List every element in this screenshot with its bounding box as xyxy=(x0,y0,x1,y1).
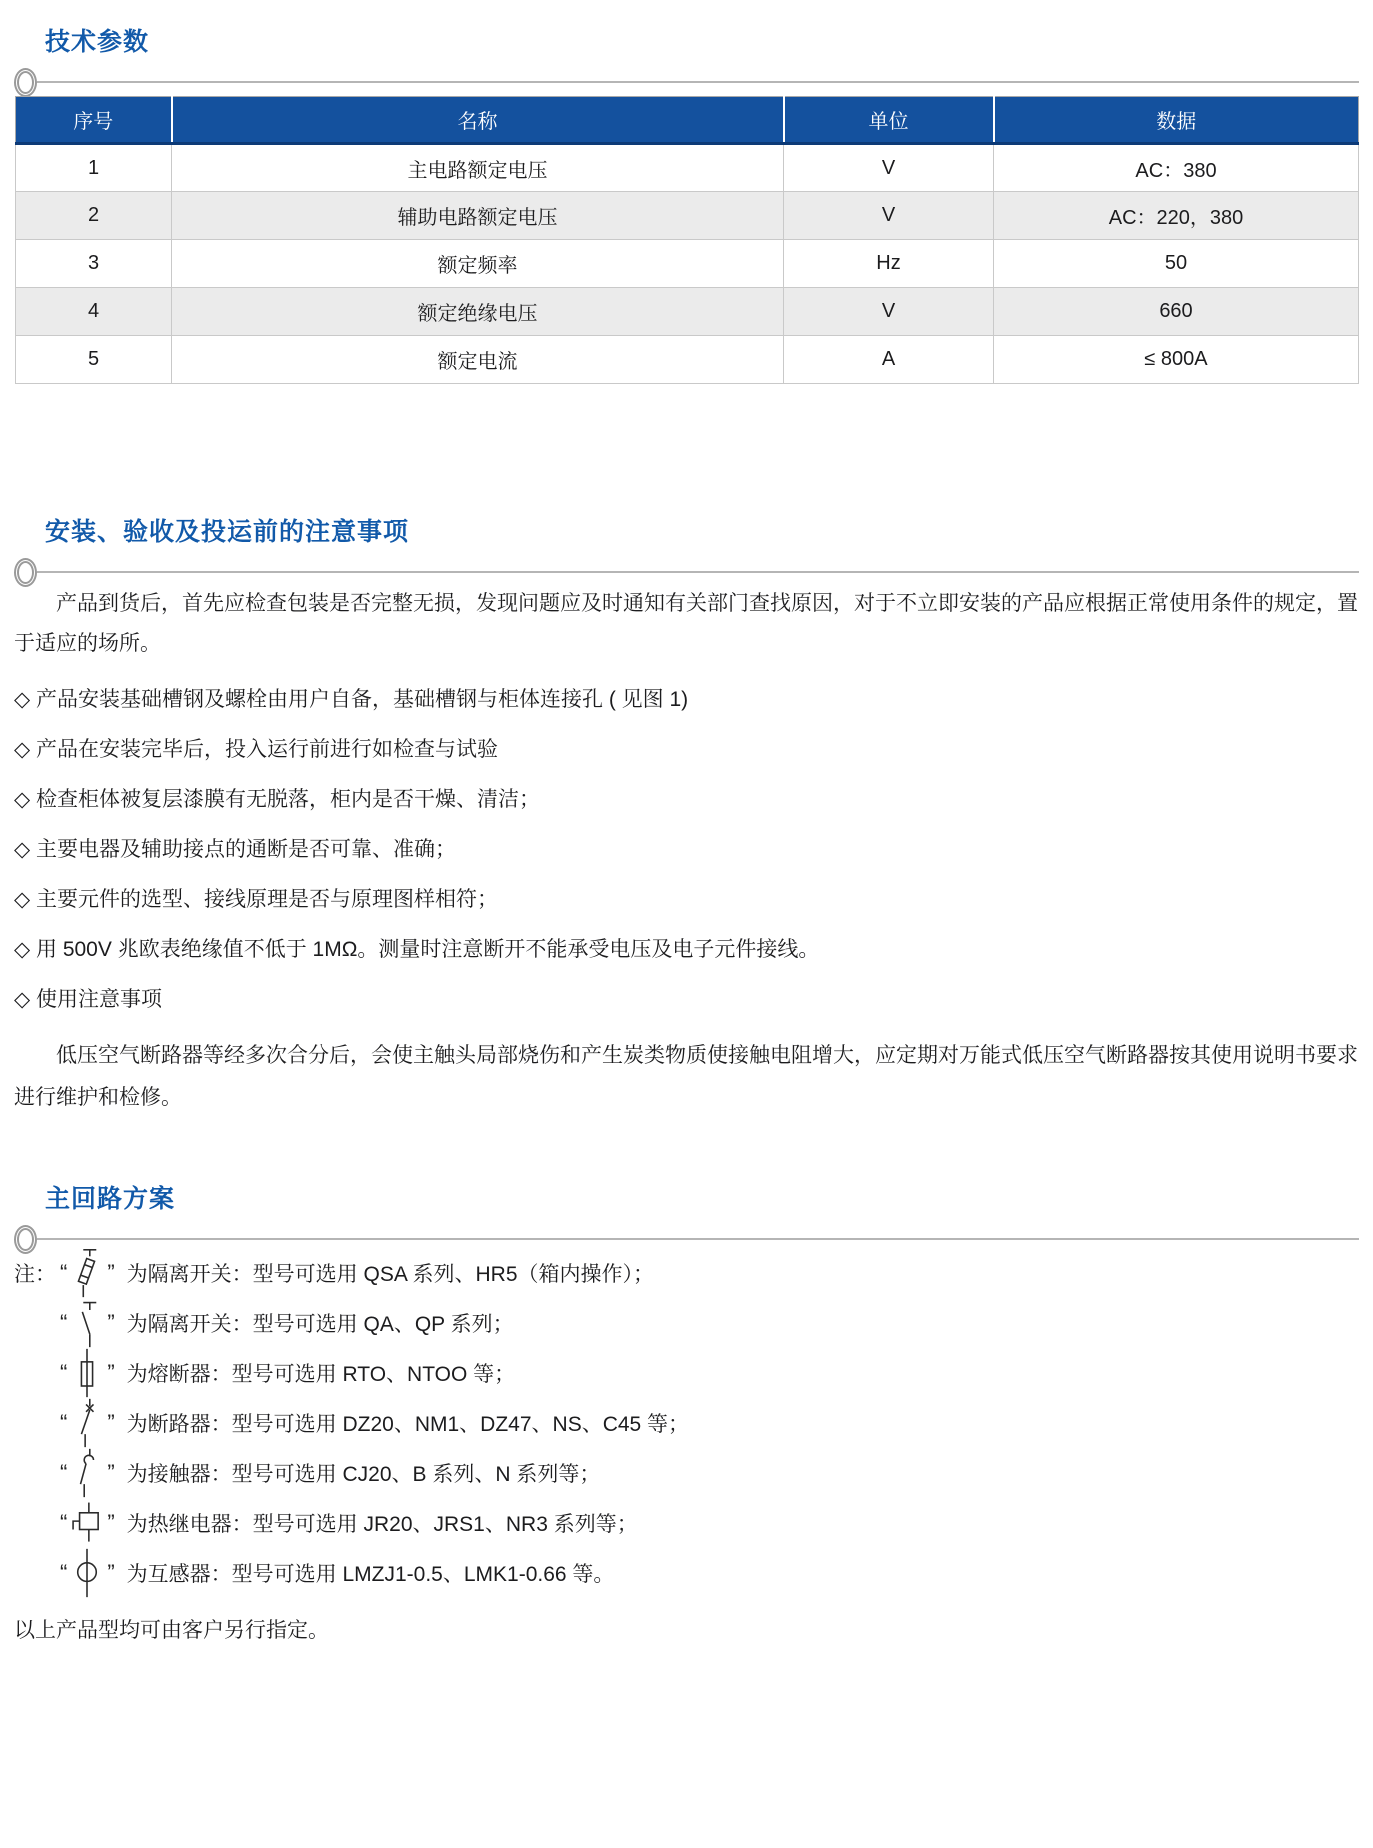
open-quote: “ xyxy=(60,1560,68,1585)
close-quote: ” xyxy=(107,1260,115,1285)
cell-value: ≤ 800A xyxy=(994,336,1359,384)
table-row xyxy=(16,288,1359,336)
open-quote: “ xyxy=(60,1260,68,1285)
col-header-name: 名称 xyxy=(172,97,784,144)
cell-no: 3 xyxy=(16,240,172,288)
note-line xyxy=(14,1498,1359,1548)
cell-unit: V xyxy=(784,192,994,240)
section-divider xyxy=(14,67,1359,97)
circuit-breaker-icon xyxy=(70,1398,104,1448)
note-line xyxy=(14,1448,1359,1498)
thermal-relay-icon xyxy=(70,1498,104,1548)
list-item: ◇ 主要元件的选型、接线原理是否与原理图样相符； xyxy=(14,888,498,911)
fuse-icon xyxy=(70,1348,104,1398)
col-header-unit: 单位 xyxy=(784,97,994,144)
list-item: ◇ 产品安装基础槽钢及螺栓由用户自备，基础槽钢与柜体连接孔 ( 见图 1) xyxy=(14,688,689,711)
page-title: 技术参数 xyxy=(45,28,150,56)
cell-value: 660 xyxy=(994,288,1359,336)
disconnector-icon xyxy=(70,1298,104,1348)
section-tech-params-header xyxy=(14,22,1359,97)
open-quote: “ xyxy=(60,1510,68,1535)
cell-no: 2 xyxy=(16,192,172,240)
cell-name: 辅助电路额定电压 xyxy=(172,192,784,240)
tech-params-table-wrap xyxy=(15,96,1358,384)
open-quote: “ xyxy=(60,1310,68,1335)
close-quote: ” xyxy=(107,1560,115,1585)
cell-value: AC：380 xyxy=(994,144,1359,192)
cell-no: 4 xyxy=(16,288,172,336)
divider-line xyxy=(37,81,1359,83)
note-prefix: 注： xyxy=(14,1263,56,1286)
table-header-row xyxy=(16,97,1359,144)
cell-value: AC：220，380 xyxy=(994,192,1359,240)
contactor-icon xyxy=(70,1448,104,1498)
note-line xyxy=(14,1398,1359,1448)
cell-unit: V xyxy=(784,288,994,336)
divider-line xyxy=(37,1238,1359,1240)
cell-name: 额定频率 xyxy=(172,240,784,288)
cell-unit: A xyxy=(784,336,994,384)
notes-footer: 以上产品型均可由客户另行指定。 xyxy=(14,1619,329,1642)
open-quote: “ xyxy=(60,1460,68,1485)
cell-name: 主电路额定电压 xyxy=(172,144,784,192)
col-header-no: 序号 xyxy=(16,97,172,144)
note-line xyxy=(14,1298,1359,1348)
open-quote: “ xyxy=(60,1360,68,1385)
cell-unit: V xyxy=(784,144,994,192)
note-text: 为隔离开关：型号可选用 QA、QP 系列； xyxy=(126,1313,514,1336)
installation-content xyxy=(14,584,1359,1119)
table-row xyxy=(16,144,1359,192)
note-text: 为断路器：型号可选用 DZ20、NM1、DZ47、NS、C45 等； xyxy=(126,1413,690,1436)
cell-value: 50 xyxy=(994,240,1359,288)
note-text: 为接触器：型号可选用 CJ20、B 系列、N 系列等； xyxy=(126,1463,601,1486)
table-row xyxy=(16,192,1359,240)
section-title: 安装、验收及投运前的注意事项 xyxy=(45,518,410,546)
cell-no: 5 xyxy=(16,336,172,384)
close-quote: ” xyxy=(107,1460,115,1485)
note-text: 为熔断器：型号可选用 RTO、NTOO 等； xyxy=(126,1363,516,1386)
list-item: ◇ 产品在安装完毕后，投入运行前进行如检查与试验 xyxy=(14,738,498,761)
main-circuit-notes xyxy=(14,1248,1359,1644)
list-item: ◇ 主要电器及辅助接点的通断是否可靠、准确； xyxy=(14,838,456,861)
table-row xyxy=(16,240,1359,288)
installation-bullet-list xyxy=(14,673,1359,1023)
section-divider xyxy=(14,557,1359,587)
close-quote: ” xyxy=(107,1510,115,1535)
note-text: 为隔离开关：型号可选用 QSA 系列、HR5（箱内操作）； xyxy=(126,1263,655,1286)
close-quote: ” xyxy=(107,1360,115,1385)
section-title: 主回路方案 xyxy=(45,1185,176,1213)
ring-decoration-icon xyxy=(14,68,37,97)
cell-name: 额定电流 xyxy=(172,336,784,384)
note-text: 为互感器：型号可选用 LMZJ1-0.5、LMK1-0.66 等。 xyxy=(126,1563,615,1586)
list-item: ◇ 检查柜体被复层漆膜有无脱落，柜内是否干燥、清洁； xyxy=(14,788,540,811)
note-line xyxy=(14,1248,1359,1298)
list-item: ◇ 使用注意事项 xyxy=(14,988,162,1011)
installation-intro: 产品到货后，首先应检查包装是否完整无损，发现问题应及时通知有关部门查找原因，对于不立即安装的产品应根据正常使用条件的规定，置于适应的场所。 xyxy=(14,592,1358,655)
fuse-switch-disconnector-icon xyxy=(70,1248,104,1298)
ring-decoration-icon xyxy=(14,558,37,587)
open-quote: “ xyxy=(60,1410,68,1435)
section-installation-header xyxy=(14,512,1359,587)
cell-no: 1 xyxy=(16,144,172,192)
cell-unit: Hz xyxy=(784,240,994,288)
table-row xyxy=(16,336,1359,384)
installation-closing: 低压空气断路器等经多次合分后，会使主触头局部烧伤和产生炭类物质使接触电阻增大，应定期对万能式低压空气断路器按其使用说明书要求进行维护和检修。 xyxy=(14,1044,1358,1109)
current-transformer-icon xyxy=(70,1548,104,1598)
close-quote: ” xyxy=(107,1310,115,1335)
note-line xyxy=(14,1548,1359,1598)
section-main-circuit-header xyxy=(14,1179,1359,1254)
tech-params-table xyxy=(15,96,1359,384)
note-line xyxy=(14,1348,1359,1398)
close-quote: ” xyxy=(107,1410,115,1435)
list-item: ◇ 用 500V 兆欧表绝缘值不低于 1MΩ。测量时注意断开不能承受电压及电子元件接线。 xyxy=(14,938,820,961)
note-text: 为热继电器：型号可选用 JR20、JRS1、NR3 系列等； xyxy=(126,1513,638,1536)
divider-line xyxy=(37,571,1359,573)
col-header-data: 数据 xyxy=(994,97,1359,144)
cell-name: 额定绝缘电压 xyxy=(172,288,784,336)
